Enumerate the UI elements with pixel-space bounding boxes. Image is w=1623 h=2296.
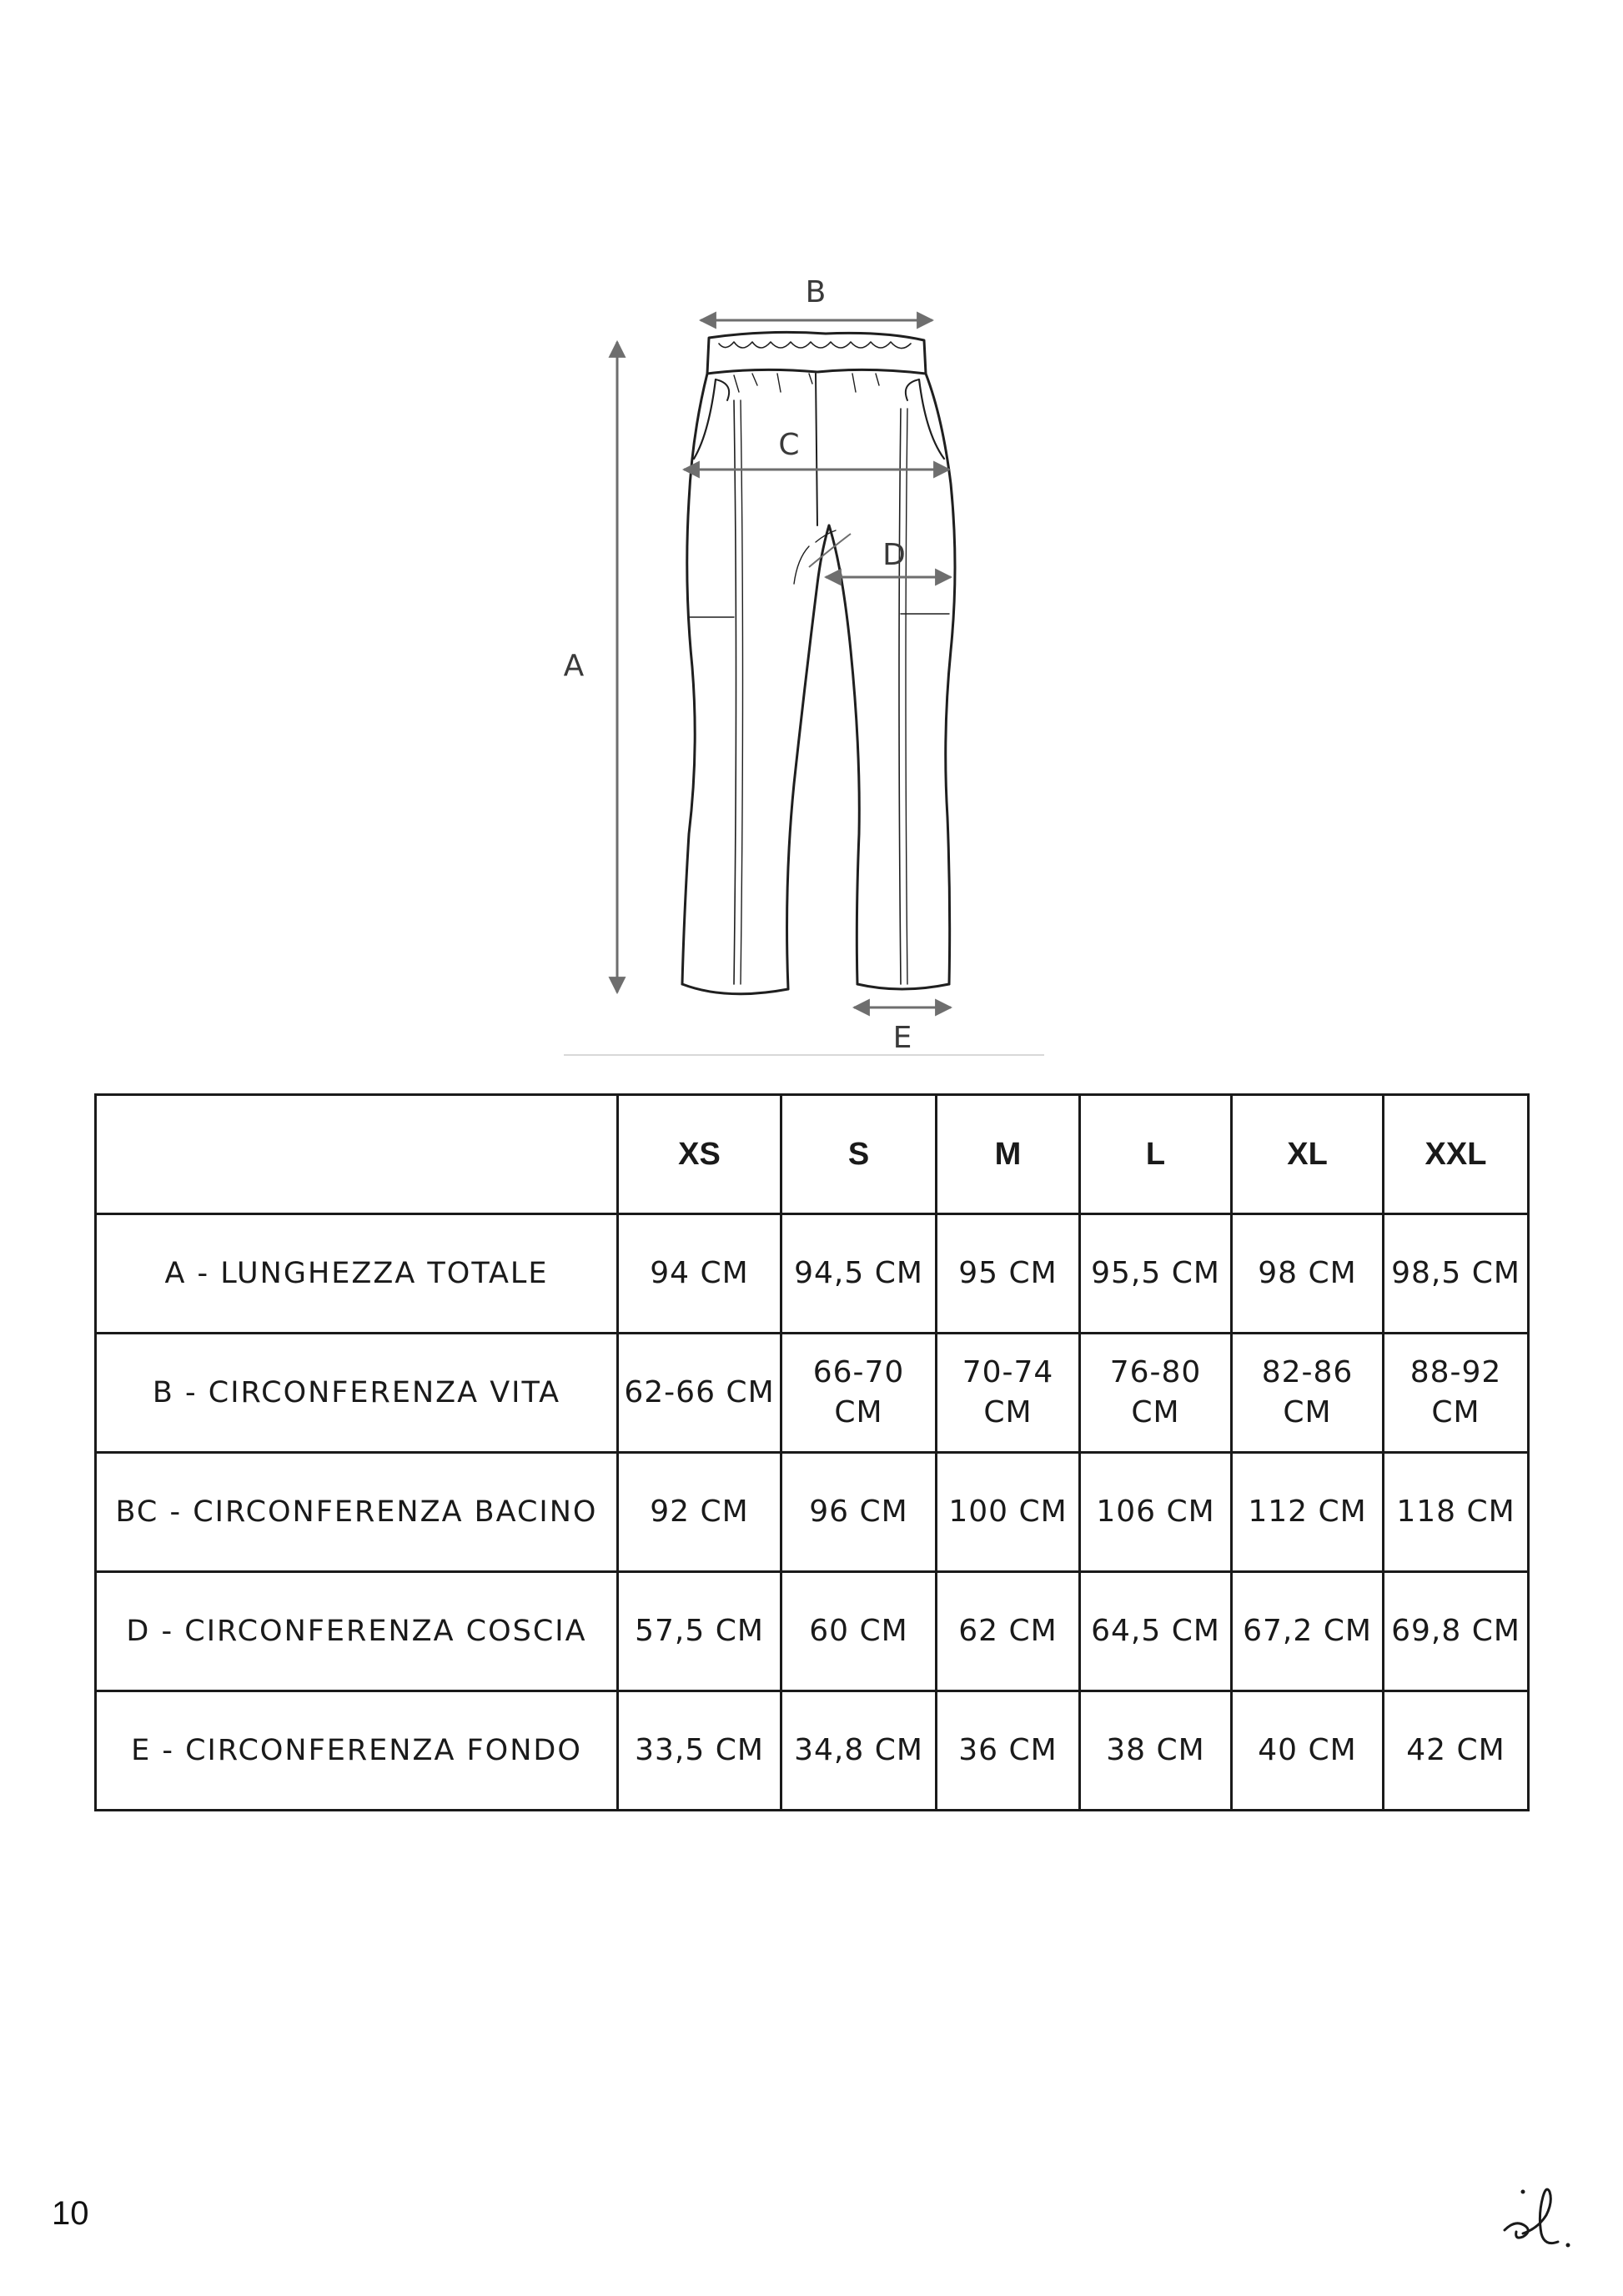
label-a: A <box>563 649 585 683</box>
label-d: D <box>882 538 906 572</box>
table-cell: 64,5 CM <box>1080 1572 1232 1691</box>
row-label: BC - CIRCONFERENZA BACINO <box>96 1453 618 1572</box>
table-cell: 98 CM <box>1232 1214 1384 1334</box>
table-row <box>96 1453 1529 1572</box>
table-cell: 95,5 CM <box>1080 1214 1232 1334</box>
table-cell: 34,8 CM <box>781 1691 937 1811</box>
table-cell: 38 CM <box>1080 1691 1232 1811</box>
table-cell: 95 CM <box>937 1214 1080 1334</box>
table-cell: 67,2 CM <box>1232 1572 1384 1691</box>
size-table <box>94 1093 1530 1811</box>
trousers-diagram <box>534 250 1068 1068</box>
size-header-xxl: XXL <box>1384 1095 1529 1214</box>
table-cell: 92 CM <box>618 1453 781 1572</box>
table-cell: 66-70 CM <box>781 1334 937 1453</box>
table-row <box>96 1572 1529 1691</box>
table-cell: 69,8 CM <box>1384 1572 1529 1691</box>
table-cell: 62-66 CM <box>618 1334 781 1453</box>
page-number: 10 <box>52 2195 89 2232</box>
label-c: C <box>778 428 800 462</box>
figure-divider <box>564 1054 1044 1056</box>
table-cell: 62 CM <box>937 1572 1080 1691</box>
table-cell: 118 CM <box>1384 1453 1529 1572</box>
size-header-xs: XS <box>618 1095 781 1214</box>
table-cell: 57,5 CM <box>618 1572 781 1691</box>
table-cell: 33,5 CM <box>618 1691 781 1811</box>
row-label: E - CIRCONFERENZA FONDO <box>96 1691 618 1811</box>
corner-cell <box>96 1095 618 1214</box>
table-row <box>96 1691 1529 1811</box>
table-cell: 94 CM <box>618 1214 781 1334</box>
label-e: E <box>892 1021 912 1055</box>
table-cell: 112 CM <box>1232 1453 1384 1572</box>
table-cell: 100 CM <box>937 1453 1080 1572</box>
table-cell: 36 CM <box>937 1691 1080 1811</box>
table-cell: 106 CM <box>1080 1453 1232 1572</box>
table-cell: 60 CM <box>781 1572 937 1691</box>
table-row <box>96 1334 1529 1453</box>
table-cell: 88-92 CM <box>1384 1334 1529 1453</box>
size-header-l: L <box>1080 1095 1232 1214</box>
size-header-s: S <box>781 1095 937 1214</box>
table-cell: 76-80 CM <box>1080 1334 1232 1453</box>
table-row <box>96 1214 1529 1334</box>
table-cell: 94,5 CM <box>781 1214 937 1334</box>
table-cell: 98,5 CM <box>1384 1214 1529 1334</box>
label-b: B <box>805 275 827 309</box>
table-cell: 40 CM <box>1232 1691 1384 1811</box>
size-header-xl: XL <box>1232 1095 1384 1214</box>
table-cell: 96 CM <box>781 1453 937 1572</box>
pants-outline <box>682 332 955 993</box>
table-cell: 42 CM <box>1384 1691 1529 1811</box>
header-row <box>96 1095 1529 1214</box>
table-cell: 70-74 CM <box>937 1334 1080 1453</box>
size-header-m: M <box>937 1095 1080 1214</box>
row-label: B - CIRCONFERENZA VITA <box>96 1334 618 1453</box>
row-label: D - CIRCONFERENZA COSCIA <box>96 1572 618 1691</box>
row-label: A - LUNGHEZZA TOTALE <box>96 1214 618 1334</box>
signature-logo-icon <box>1498 2172 1590 2263</box>
table-cell: 82-86 CM <box>1232 1334 1384 1453</box>
